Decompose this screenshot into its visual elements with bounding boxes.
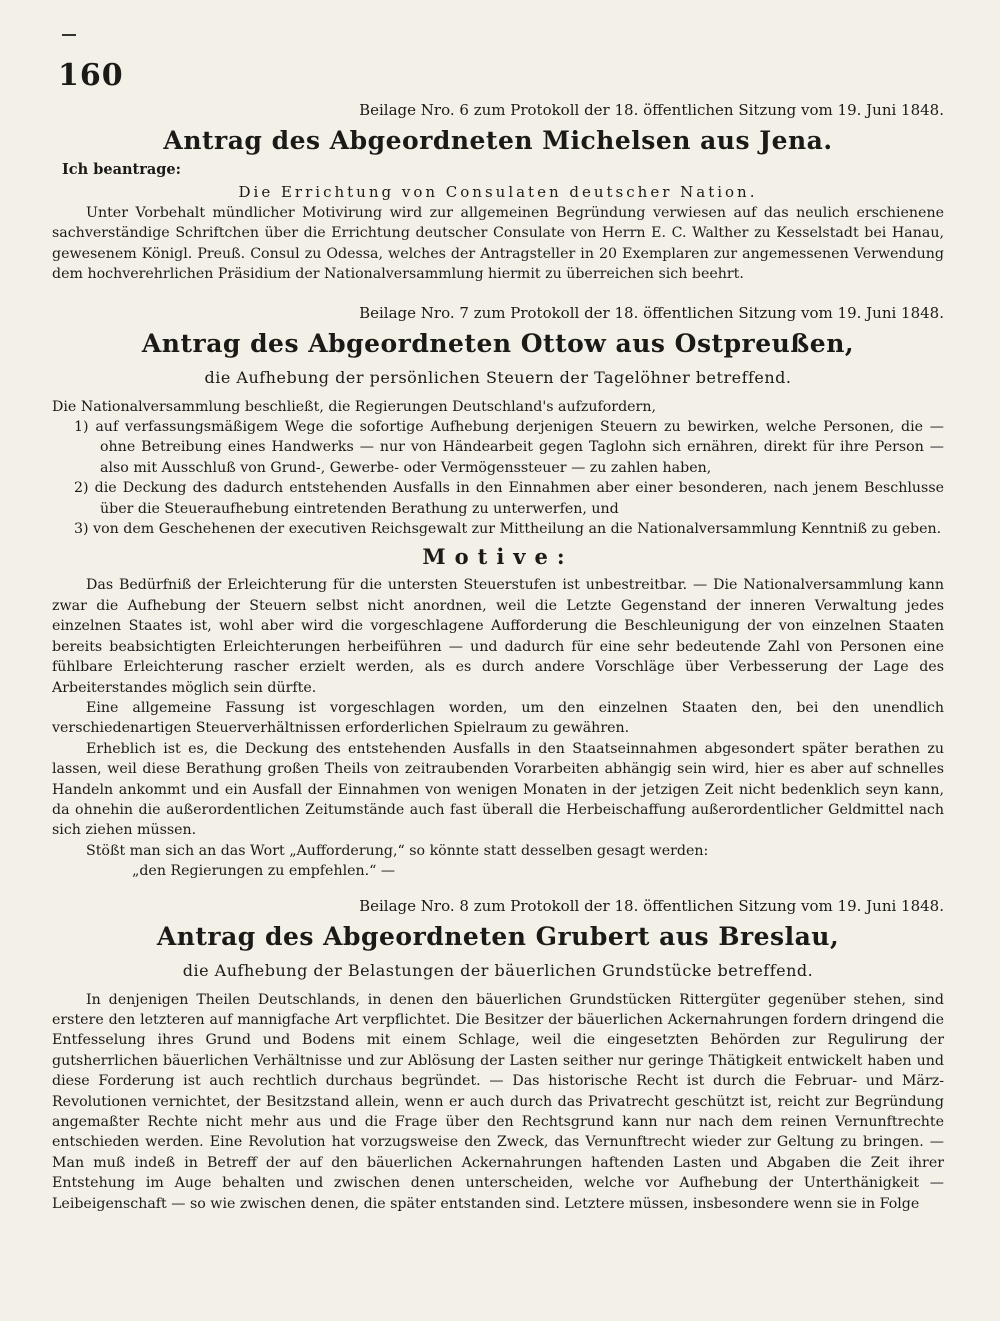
beilage-header: Beilage Nro. 8 zum Protokoll der 18. öffentlichen Sitzung vom 19. Juni 1848. — [359, 896, 944, 915]
section-title: Antrag des Abgeordneten Grubert aus Breslau, — [156, 921, 840, 951]
section-ottow — [52, 303, 944, 882]
section-michelsen — [52, 100, 944, 285]
lead-text: Ich beantrage: — [62, 161, 181, 178]
paragraph: Stößt man sich an das Wort „Aufforderung,“ so könnte statt desselben gesagt werden: — [86, 842, 709, 859]
list-item: 2) die Deckung des dadurch entstehenden Ausfalls in den Einnahmen aber einer besonderen, nach jenem Beschlusse über die Steueraufhebung eintretenden Berathung zu unterwerfen, und — [74, 480, 944, 517]
paragraph: In denjenigen Theilen Deutschlands, in denen den bäuerlichen Grundstücken Rittergüter gegenüber stehen, sind erstere den letzteren auf mannigfache Art verpflichtet. Die Besitzer der bäuerlichen Ackernahrungen fordern dringend die Entfesselung ihres Grund und Bodens mit einem Schlage, weil die eingesetzten Behörden zur Regulirung der gutsherrlichen bäuerlichen Verhältnisse und zur Ablösung der Lasten seither nur geringe Thätigkeit entwickelt haben und diese Forderung ist auch rechtlich durchaus begründet. — Das historische Recht ist durch die Februar- und März-Revolutionen vernichtet, der Besitzstand allein, wenn er auch durch das Privatrecht geschützt ist, reicht zur Begründung angemaßter Rechte nicht mehr aus und die Frage über den Rechtsgrund kann nur nach dem reinen Vernunftrechte entschieden werden. Eine Revolution hat vorzugsweise den Zweck, das Vernunftrecht wieder zur Geltung zu bringen. — Man muß indeß in Betreff der auf den bäuerlichen Ackernahrungen haftenden Lasten und Abgaben die Zeit ihrer Entstehung im Auge behalten und zwischen denen unterscheiden, welche vor Aufhebung der Unterthänigkeit — Leibeigenschaft — so wie zwischen denen, die später entstanden sind. Letztere müssen, insbesondere wenn sie in Folge — [52, 991, 944, 1212]
quote-text: „den Regierungen zu empfehlen.“ — — [132, 863, 396, 880]
list-item: 3) von dem Geschehenen der executiven Reichsgewalt zur Mittheilung an die Nationalversammlung Kenntniß zu geben. — [74, 521, 942, 538]
paragraph: Das Bedürfniß der Erleichterung für die untersten Steuerstufen ist unbestreitbar. — Die Nationalversammlung kann zwar die Aufhebung der Steuern selbst nicht anordnen, weil die Letzte Gegenstand der inneren Verwaltung jedes einzelnen Staates ist, wohl aber wird die vorgeschlagene Aufforderung die Beschleunigung der von einzelnen Staaten bereits beabsichtigten Erleichterungen herbeiführen — und dadurch für eine sehr bedeutende Zahl von Personen eine fühlbare Erleichterung rascher erzielt werden, als es durch andere Vorschläge über Verbesserung der Lage des Arbeiterstandes möglich sein dürfte. — [52, 577, 944, 696]
section-grubert — [52, 896, 944, 1214]
print-mark — [62, 34, 76, 36]
beilage-header: Beilage Nro. 6 zum Protokoll der 18. öffentlichen Sitzung vom 19. Juni 1848. — [359, 101, 944, 119]
section-title: Antrag des Abgeordneten Michelsen aus Jena. — [163, 126, 833, 155]
intro-text: Die Nationalversammlung beschließt, die Regierungen Deutschland's aufzufordern, — [52, 398, 656, 415]
section-title: Antrag des Abgeordneten Ottow aus Ostpreußen, — [141, 328, 855, 358]
paragraph: Eine allgemeine Fassung ist vorgeschlagen worden, um den einzelnen Staaten den, bei den unendlich verschiedenartigen Steuerverhältnissen erforderlichen Spielraum zu gewähren. — [52, 699, 944, 737]
page-number: 160 — [58, 58, 124, 93]
section-subtitle: die Aufhebung der persönlichen Steuern der Tagelöhner betreffend. — [204, 367, 792, 387]
section-subtitle: die Aufhebung der Belastungen der bäuerlichen Grundstücke betreffend. — [182, 960, 814, 980]
paragraph: Unter Vorbehalt mündlicher Motivirung wird zur allgemeinen Begründung verwiesen auf das neulich erschienene sachverständige Schriftchen über die Errichtung deutscher Consulate von Herrn E. C. Walther zu Kesselstadt bei Hanau, gewesenem Königl. Preuß. Consul zu Odessa, welches der Antragsteller in 20 Exemplaren zur angemessenen Verwendung dem hochverehrlichen Präsidium der Nationalversammlung hiermit zu überreichen sich beehrt. — [52, 205, 944, 283]
paragraph: Erheblich ist es, die Deckung des entstehenden Ausfalls in den Staatseinnahmen abgesondert später berathen zu lassen, weil diese Berathung großen Theils von zeitraubenden Vorarbeiten abhängig sein wird, hier es aber auf schnelles Handeln ankommt und ein Ausfall der Einnahmen von wenigen Monaten in der jetzigen Zeit nicht bedenklich seyn kann, da ohnehin die außerordentlichen Zeitumstände auch fast überall die Herbeischaffung außerordentlicher Geldmittel nach sich ziehen müssen. — [52, 740, 944, 839]
beilage-header: Beilage Nro. 7 zum Protokoll der 18. öffentlichen Sitzung vom 19. Juni 1848. — [359, 303, 944, 322]
list-item: 1) auf verfassungsmäßigem Wege die sofortige Aufhebung derjenigen Steuern zu bewirken, welche Personen, die — ohne Betreibung eines Handwerks — nur von Händearbeit gegen Taglohn sich ernähren, direkt für ihre Person — also mit Ausschluß von Grund-, Gewerbe- oder Vermögenssteuer — zu zahlen haben, — [74, 419, 944, 476]
motive-heading: Motive: — [422, 544, 574, 570]
proposal-text: Die Errichtung von Consulaten deutscher Nation. — [238, 183, 758, 201]
